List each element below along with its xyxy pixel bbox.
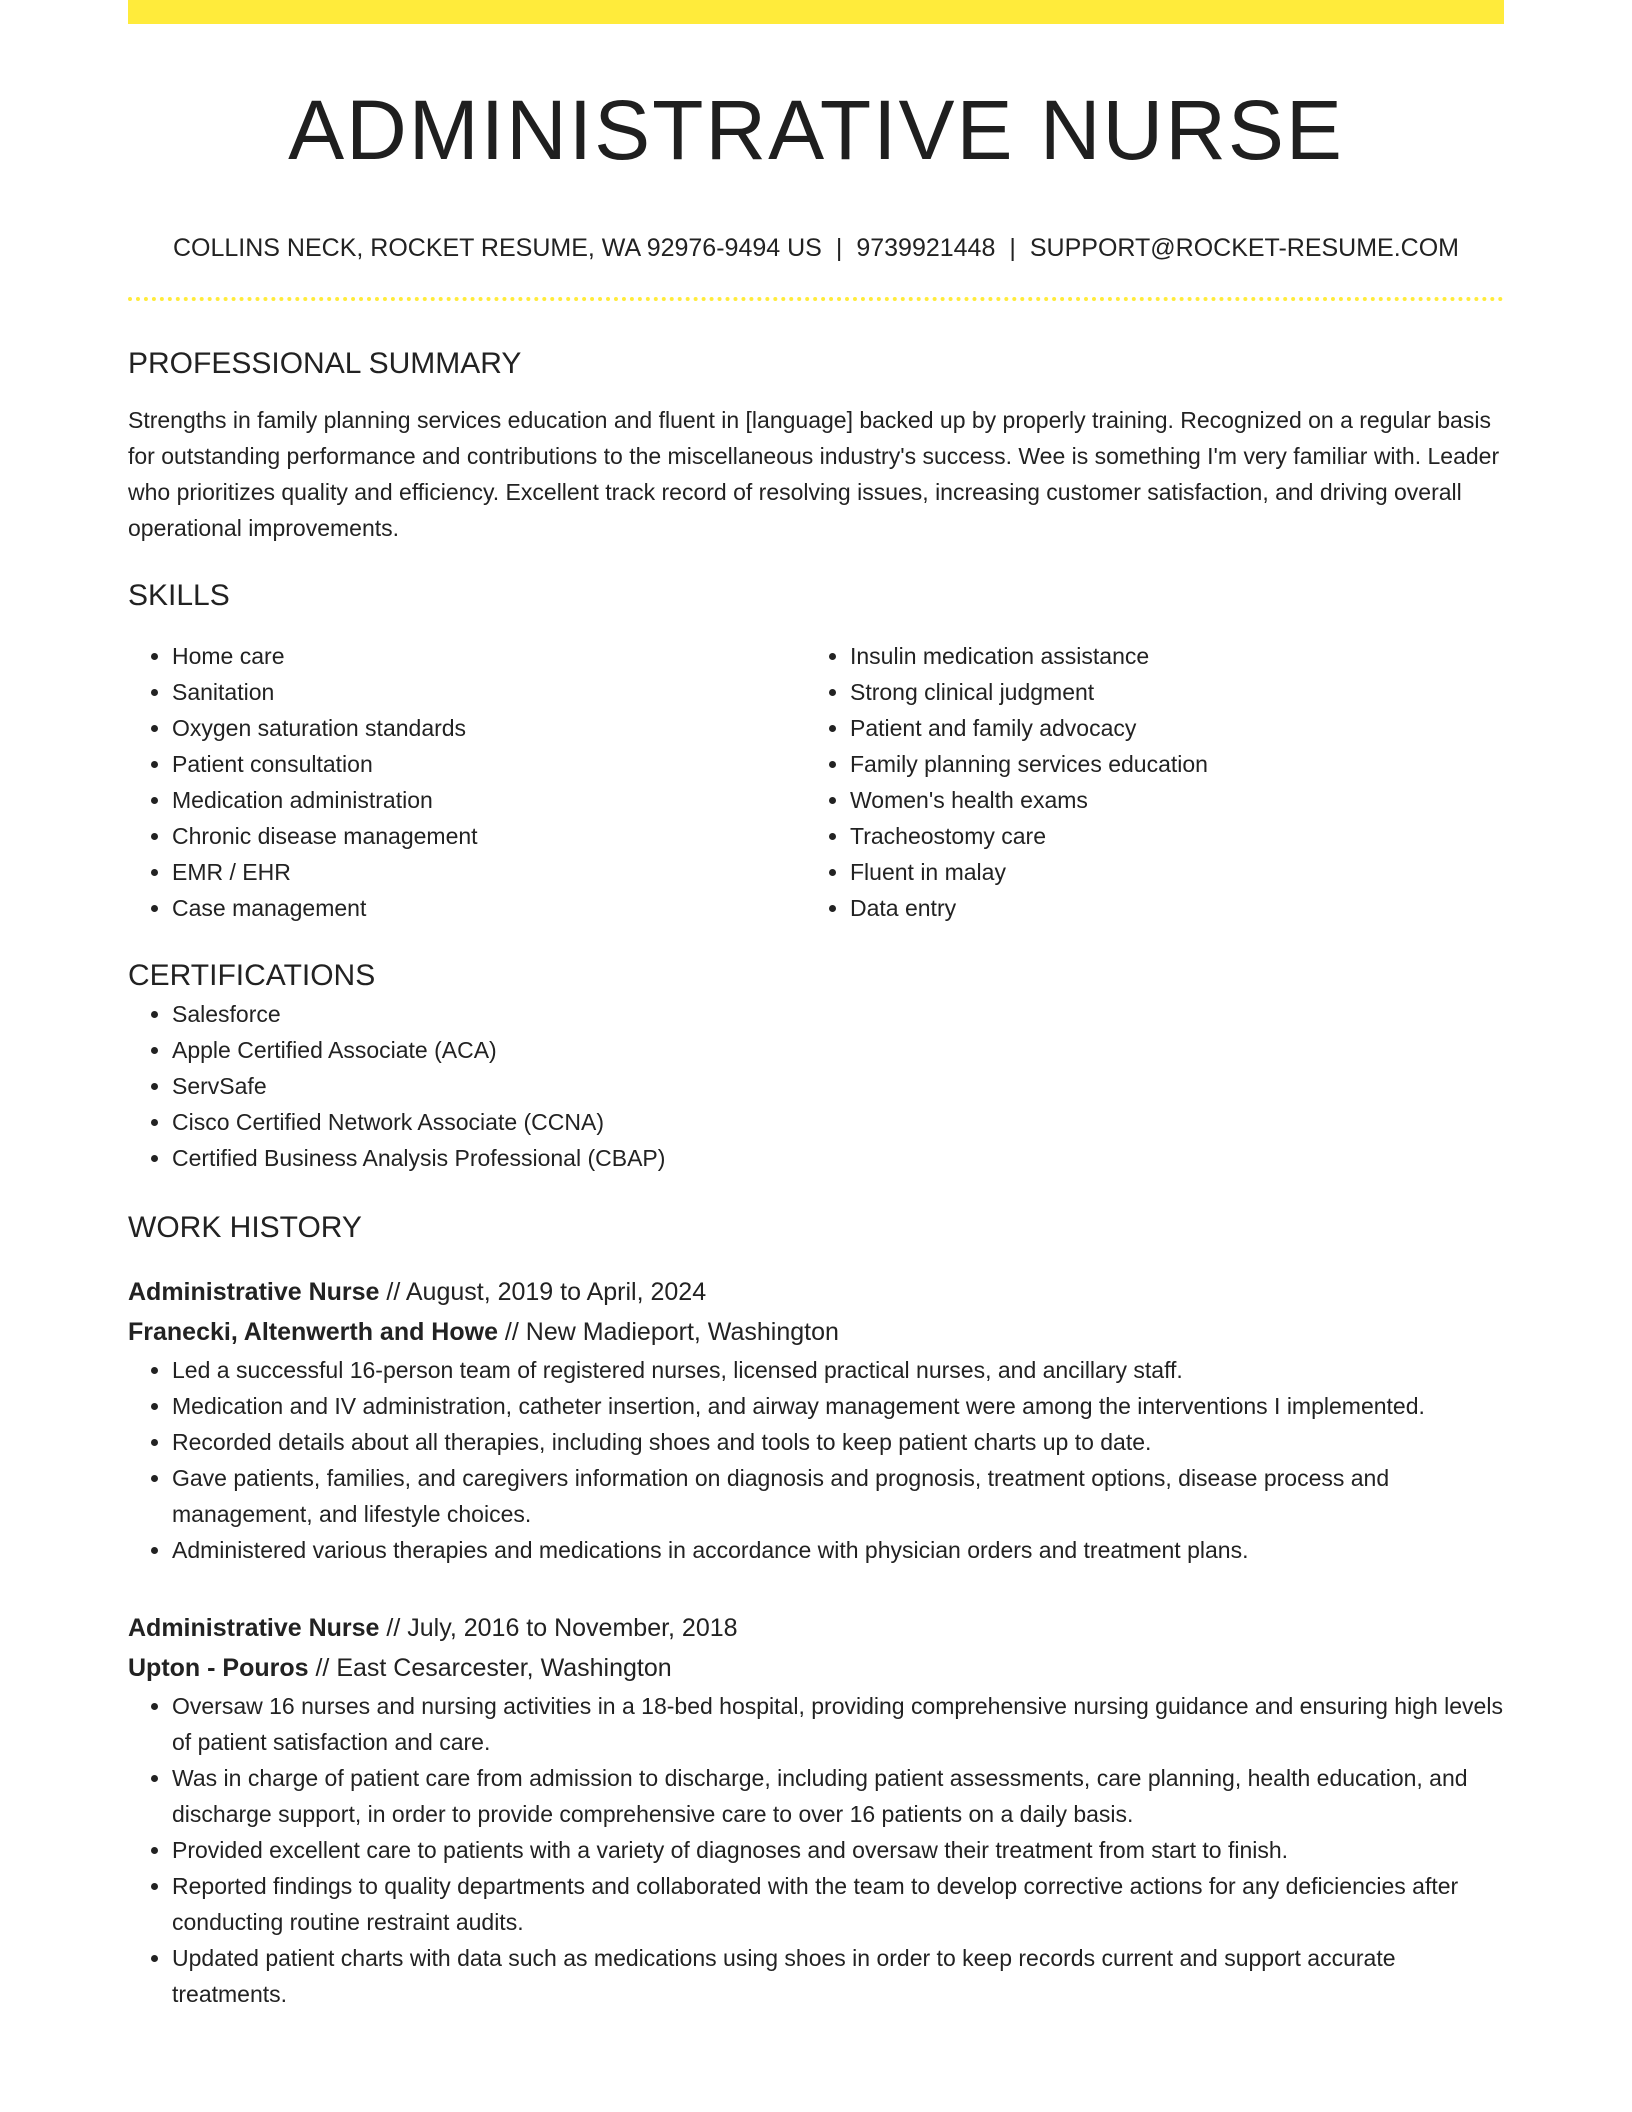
section-title-certifications: CERTIFICATIONS [128, 959, 376, 992]
job-bullet: • Was in charge of patient care from admission to discharge, including patient assessments, care planning, health education, and discharge support, in order to provide comprehensive care to over 16 patients on a daily basis. [172, 1760, 1504, 1832]
skill-item: • Insulin medication assistance [850, 638, 1484, 674]
skills-column-right [806, 638, 1484, 926]
skill-item: • Tracheostomy care [850, 818, 1484, 854]
resume-name: ADMINISTRATIVE NURSE [288, 83, 1344, 177]
certification-item: • Certified Business Analysis Professional (CBAP) [172, 1140, 1504, 1176]
job-location: // New Madieport, Washington [497, 1318, 839, 1346]
job-dates: // July, 2016 to November, 2018 [379, 1614, 738, 1642]
skill-item: • Home care [172, 638, 806, 674]
skill-item: • Strong clinical judgment [850, 674, 1484, 710]
skill-item: • Medication administration [172, 782, 806, 818]
contact-separator: | [1009, 234, 1016, 262]
skill-item: • Data entry [850, 890, 1484, 926]
job-bullet: • Administered various therapies and medications in accordance with physician orders and treatment plans. [172, 1532, 1504, 1568]
contact-address: COLLINS NECK, ROCKET RESUME, WA 92976-9494 US [172, 234, 822, 262]
certification-item: • Salesforce [172, 996, 1504, 1032]
certification-item: • ServSafe [172, 1068, 1504, 1104]
certification-item: • Apple Certified Associate (ACA) [172, 1032, 1504, 1068]
skill-item: • Family planning services education [850, 746, 1484, 782]
skills-grid [128, 638, 1504, 926]
job-bullet: • Provided excellent care to patients with a variety of diagnoses and oversaw their treatment from start to finish. [172, 1832, 1504, 1868]
skill-item: • Case management [172, 890, 806, 926]
contact-phone: 9739921448 [856, 234, 996, 262]
contact-separator: | [835, 234, 843, 262]
job-bullets [128, 1352, 1504, 1568]
skill-item: • Sanitation [172, 674, 806, 710]
job-title: Administrative Nurse [128, 1278, 380, 1306]
job-company: Franecki, Altenwerth and Howe [128, 1318, 498, 1346]
skill-item: • Fluent in malay [850, 854, 1484, 890]
resume-content [128, 0, 1504, 2012]
job-title-line [128, 1608, 1504, 1648]
job-company-line [128, 1312, 1504, 1352]
job-bullet: • Reported findings to quality departments and collaborated with the team to develop corrective actions for any deficiencies after conducting routine restraint audits. [172, 1868, 1504, 1940]
skill-item: • Women's health exams [850, 782, 1484, 818]
skills-column-left [128, 638, 806, 926]
job-entry [128, 1272, 1504, 1568]
job-bullet: • Led a successful 16-person team of registered nurses, licensed practical nurses, and ancillary staff. [172, 1352, 1504, 1388]
skill-item: • Patient and family advocacy [850, 710, 1484, 746]
job-bullet: • Updated patient charts with data such as medications using shoes in order to keep records current and support accurate treatments. [172, 1940, 1504, 2012]
header-divider [128, 297, 1504, 301]
skill-item: • EMR / EHR [172, 854, 806, 890]
skill-item: • Patient consultation [172, 746, 806, 782]
job-bullet: • Gave patients, families, and caregivers information on diagnosis and prognosis, treatment options, disease process and management, and lifestyle choices. [172, 1460, 1504, 1532]
job-location: // East Cesarcester, Washington [308, 1654, 672, 1682]
section-title-summary: PROFESSIONAL SUMMARY [128, 347, 522, 380]
job-company-line [128, 1648, 1504, 1688]
section-title-work-history: WORK HISTORY [128, 1211, 362, 1244]
section-title-skills: SKILLS [128, 579, 230, 612]
skill-item: • Oxygen saturation standards [172, 710, 806, 746]
summary-text: Strengths in family planning services education and fluent in [language] backed up by properly training. Recognized on a regular basis for outstanding performance and contributions to the miscellaneous industry's success. Wee is something I'm very familiar with. Leader who prioritizes quality and efficiency. Excellent track record of resolving issues, increasing customer satisfaction, and driving overall operational improvements. [128, 407, 1500, 541]
job-entry [128, 1608, 1504, 2012]
contact-line [128, 230, 1504, 266]
job-company: Upton - Pouros [128, 1654, 309, 1682]
job-title-line [128, 1272, 1504, 1312]
job-bullets [128, 1688, 1504, 2012]
job-title: Administrative Nurse [128, 1614, 380, 1642]
contact-email: SUPPORT@ROCKET-RESUME.COM [1029, 234, 1460, 262]
job-bullet: • Medication and IV administration, catheter insertion, and airway management were among the interventions I implemented. [172, 1388, 1504, 1424]
job-bullet: • Recorded details about all therapies, including shoes and tools to keep patient charts up to date. [172, 1424, 1504, 1460]
job-dates: // August, 2019 to April, 2024 [379, 1278, 707, 1306]
certification-item: • Cisco Certified Network Associate (CCNA) [172, 1104, 1504, 1140]
job-bullet: • Oversaw 16 nurses and nursing activities in a 18-bed hospital, providing comprehensive nursing guidance and ensuring high levels of patient satisfaction and care. [172, 1688, 1504, 1760]
skill-item: • Chronic disease management [172, 818, 806, 854]
certifications-list [128, 996, 1504, 1176]
